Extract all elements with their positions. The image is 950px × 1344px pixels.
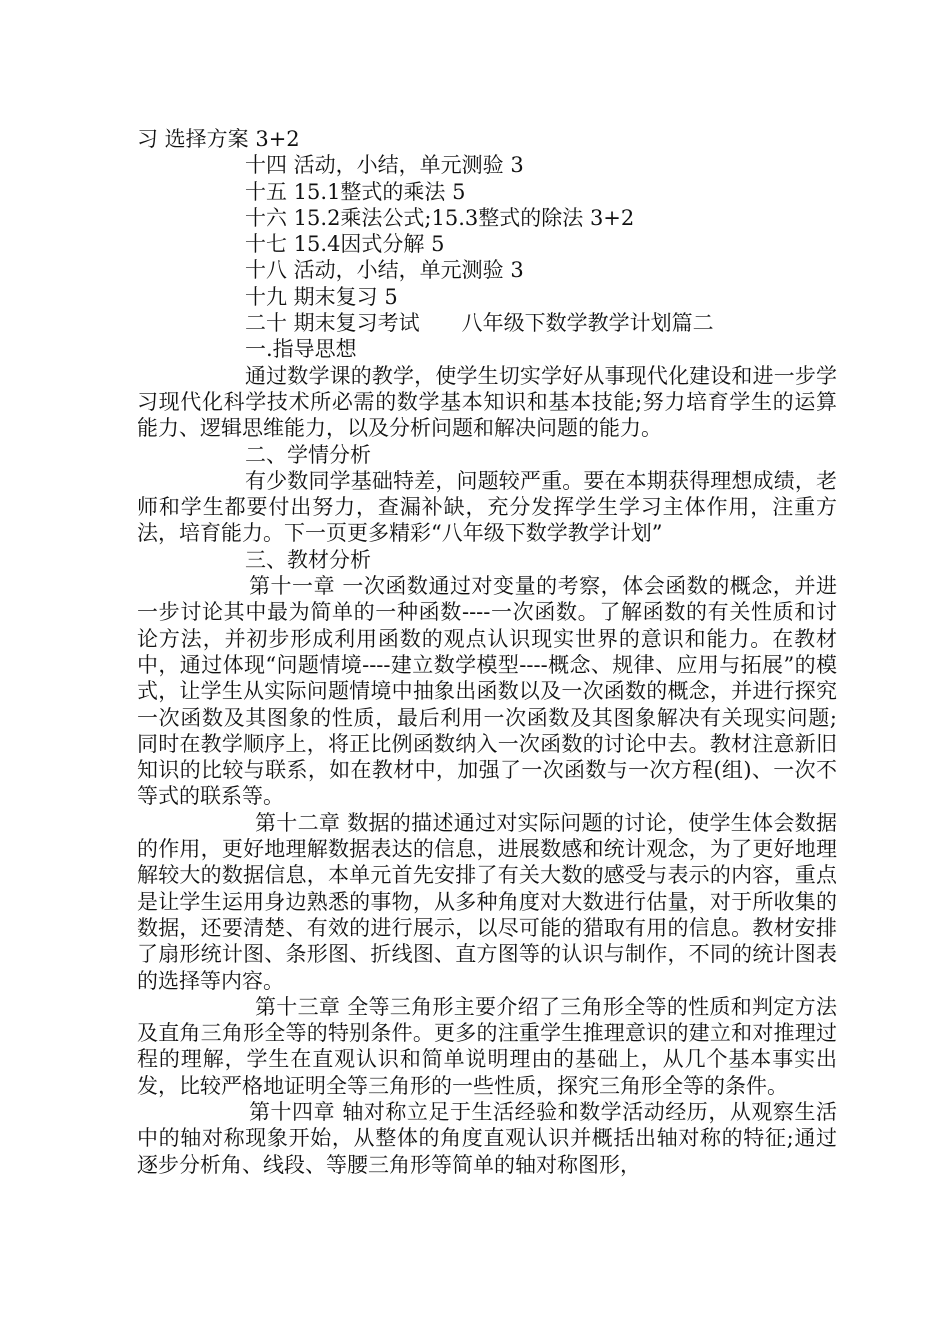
schedule-row-16: 十六 15.2乘法公式;15.3整式的除法 3+2 bbox=[245, 205, 635, 230]
schedule-row-18: 十八 活动，小结，单元测验 3 bbox=[245, 258, 524, 283]
chapter-12-paragraph: 第十二章 数据的描述通过对实际问题的讨论，使学生体会数据的作用，更好地理解数据表达的信息，进展数感和统计观念，为了更好地理解较大的数据信息，本单元首先安排了有关大数的感受与表示的内容，重点是让学生运用身边熟悉的事物，从多种角度对大数进行估量，对于所收集的数据，还要清楚、有效的进行展示，以尽可能的猎取有用的信息。教材安排了扇形统计图、条形图、折线图、直方图等的认识与制作，不同的统计图表的选择等内容。 bbox=[137, 810, 837, 993]
schedule-row-prev: 习 选择方案 3+2 bbox=[137, 127, 300, 151]
section-heading-guiding-thought: 一.指导思想 bbox=[245, 337, 357, 362]
schedule-row-15: 十五 15.1整式的乘法 5 bbox=[245, 179, 466, 204]
document-body bbox=[137, 126, 837, 1178]
chapter-11-paragraph: 第十一章 一次函数通过对变量的考察，体会函数的概念，并进一步讨论其中最为简单的一种函数----一次函数。了解函数的有关性质和讨论方法，并初步形成利用函数的观点认识现实世界的意识和能力。在教材中，通过体现“问题情境----建立数学模型----概念、规律、应用与拓展”的模式，让学生从实际问题情境中抽象出函数以及一次函数的概念，并进行探究一次函数及其图象的性质，最后利用一次函数及其图象解决有关现实问题;同时在教学顺序上，将正比例函数纳入一次函数的讨论中去。教材注意新旧知识的比较与联系，如在教材中，加强了一次函数与一次方程(组)、一次不等式的联系等。 bbox=[137, 574, 837, 809]
schedule-row-20: 二十 期末复习考试 八年级下数学教学计划篇二 bbox=[245, 311, 714, 336]
schedule-row-14: 十四 活动，小结，单元测验 3 bbox=[245, 153, 524, 178]
section-body-guiding-thought: 通过数学课的教学，使学生切实学好从事现代化建设和进一步学习现代化科学技术所必需的数学基本知识和基本技能;努力培育学生的运算能力、逻辑思维能力，以及分析问题和解决问题的能力。 bbox=[137, 363, 837, 441]
section-body-student-analysis: 有少数同学基础特差，问题较严重。要在本期获得理想成绩，老师和学生都要付出努力，查漏补缺，充分发挥学生学习主体作用，注重方法，培育能力。下一页更多精彩“八年级下数学教学计划” bbox=[137, 468, 837, 546]
schedule-row-17: 十七 15.4因式分解 5 bbox=[245, 232, 445, 257]
section-heading-textbook-analysis: 三、教材分析 bbox=[245, 547, 371, 572]
chapter-13-paragraph: 第十三章 全等三角形主要介绍了三角形全等的性质和判定方法及直角三角形全等的特别条件。更多的注重学生推理意识的建立和对推理过程的理解，学生在直观认识和简单说明理由的基础上，从几个基本事实出发，比较严格地证明全等三角形的一些性质，探究三角形全等的条件。 bbox=[137, 994, 837, 1098]
chapter-14-paragraph: 第十四章 轴对称立足于生活经验和数学活动经历，从观察生活中的轴对称现象开始，从整体的角度直观认识并概括出轴对称的特征;通过逐步分析角、线段、等腰三角形等简单的轴对称图形， bbox=[137, 1099, 837, 1177]
schedule-row-19: 十九 期末复习 5 bbox=[245, 284, 398, 309]
section-heading-student-analysis: 二、学情分析 bbox=[245, 442, 371, 467]
